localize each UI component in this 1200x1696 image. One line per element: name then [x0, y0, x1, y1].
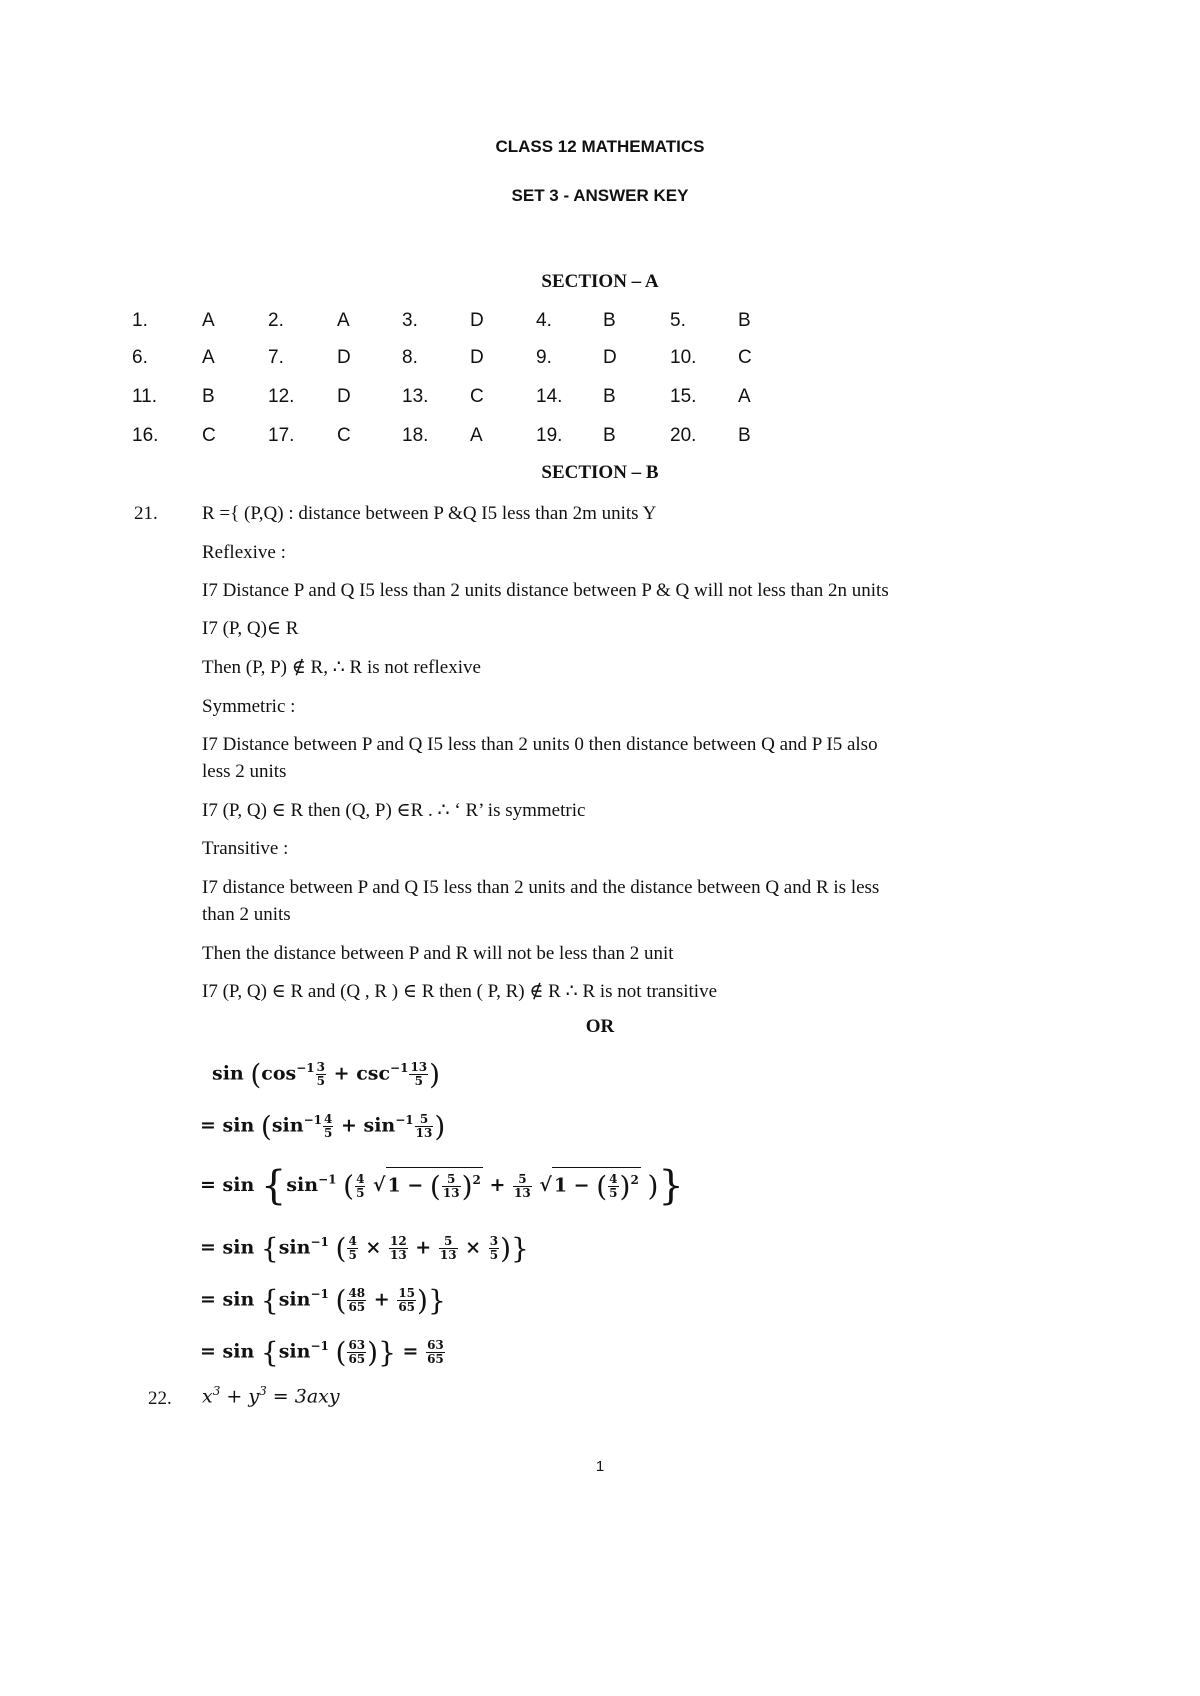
answer-choice: C — [470, 386, 484, 407]
math-line-5: = $\sin \{\sin^{-1}$ ( $\frac{48}{65}$ + $\frac{15}{65}$ )} — [200, 1284, 446, 1317]
math-line-2: = $\sin (\sin^{-1}$ $\frac{4}{5}$ + $\sin^{-1}$ $\frac{5}{13}$ ) — [200, 1110, 446, 1143]
or-label: OR — [585, 1016, 615, 1037]
answer-number: 18. — [402, 425, 429, 446]
answer-number: 5. — [670, 310, 686, 331]
answer-number: 16. — [132, 425, 159, 446]
question-21-line: Then the distance between P and R will not be less than 2 unit — [202, 943, 674, 964]
answer-number: 3. — [402, 310, 418, 331]
answer-choice: B — [738, 425, 751, 446]
answer-choice: D — [603, 347, 617, 368]
answer-choice: A — [470, 425, 483, 446]
answer-choice: A — [738, 386, 751, 407]
answer-choice: D — [470, 347, 484, 368]
question-21-line: Then (P, P) ∉ R, ∴ R is not reflexive — [202, 657, 481, 678]
question-22-equation: $x^3 + y^3 = 3axy$ — [202, 1384, 340, 1408]
section-a-heading: SECTION – A — [541, 271, 659, 292]
question-21-line: Transitive : — [202, 838, 289, 859]
math-line-1: $\sin (\cos^{-1}$ $\frac{3}{5}$ + $\csc^{-1}$ $\frac{13}{5}$ ) — [212, 1058, 441, 1091]
document-subtitle: SET 3 - ANSWER KEY — [511, 186, 689, 205]
answer-number: 11. — [132, 386, 158, 407]
answer-choice: A — [202, 310, 215, 331]
answer-number: 8. — [402, 347, 418, 368]
answer-choice: B — [603, 310, 616, 331]
question-21-line: Symmetric : — [202, 696, 296, 717]
question-21-line: I7 (P, Q) ∈ R and (Q , R ) ∈ R then ( P, R) ∉ R ∴ R is not transitive — [202, 981, 718, 1002]
answer-number: 20. — [670, 425, 697, 446]
question-22-number: 22. — [148, 1388, 172, 1409]
answer-choice: B — [603, 386, 616, 407]
answer-choice: B — [603, 425, 616, 446]
answer-choice: A — [337, 310, 350, 331]
question-21-line: Reflexive : — [202, 542, 286, 563]
math-line-6: = $\sin \{\sin^{-1}$ ( $\frac{63}{65}$ )} = $\frac{63}{65}$ — [200, 1336, 444, 1369]
question-21-number: 21. — [134, 503, 158, 524]
answer-choice: D — [337, 347, 351, 368]
question-21-line: I7 Distance P and Q I5 less than 2 units distance between P & Q will not less than 2n units — [202, 580, 889, 601]
answer-number: 1. — [132, 310, 148, 331]
math-line-3: = $\sin \{\sin^{-1}$ ( $\frac{4}{5}$ √ 1 − ( $\frac{5}{13}$ )$^2$ + $\frac{5}{13}$ √ 1 − ( $\frac{4}{5}$ )$^2$ )} — [200, 1163, 684, 1209]
question-21-line: than 2 units — [202, 904, 291, 925]
answer-choice: D — [470, 310, 484, 331]
answer-choice: A — [202, 347, 215, 368]
math-line-4: = $\sin \{\sin^{-1}$ ( $\frac{4}{5}$ × $\frac{12}{13}$ + $\frac{5}{13}$ × $\frac{3}{5}$ )} — [200, 1232, 529, 1265]
question-21-line: less 2 units — [202, 761, 287, 782]
answer-choice: C — [337, 425, 351, 446]
answer-choice: D — [337, 386, 351, 407]
question-21-line: R ={ (P,Q) : distance between P &Q I5 less than 2m units Y — [202, 503, 657, 524]
question-21-line: I7 distance between P and Q I5 less than 2 units and the distance between Q and R is less — [202, 877, 880, 898]
answer-number: 12. — [268, 386, 295, 407]
answer-number: 13. — [402, 386, 429, 407]
question-21-line: I7 (P, Q)∈ R — [202, 618, 299, 639]
answer-number: 4. — [536, 310, 552, 331]
answer-number: 17. — [268, 425, 295, 446]
document-title: CLASS 12 MATHEMATICS — [495, 137, 705, 156]
answer-number: 6. — [132, 347, 148, 368]
answer-number: 15. — [670, 386, 697, 407]
answer-choice: C — [202, 425, 216, 446]
page-number: 1 — [595, 1458, 605, 1475]
answer-choice: B — [738, 310, 751, 331]
answer-number: 19. — [536, 425, 563, 446]
question-21-line: I7 (P, Q) ∈ R then (Q, P) ∈R . ∴ ‘ R’ is symmetric — [202, 800, 586, 821]
question-21-line: I7 Distance between P and Q I5 less than 2 units 0 then distance between Q and P I5 also — [202, 734, 878, 755]
answer-number: 2. — [268, 310, 284, 331]
answer-choice: C — [738, 347, 752, 368]
answer-number: 10. — [670, 347, 697, 368]
answer-number: 7. — [268, 347, 284, 368]
answer-choice: B — [202, 386, 215, 407]
answer-number: 9. — [536, 347, 552, 368]
section-b-heading: SECTION – B — [541, 462, 659, 483]
answer-number: 14. — [536, 386, 563, 407]
